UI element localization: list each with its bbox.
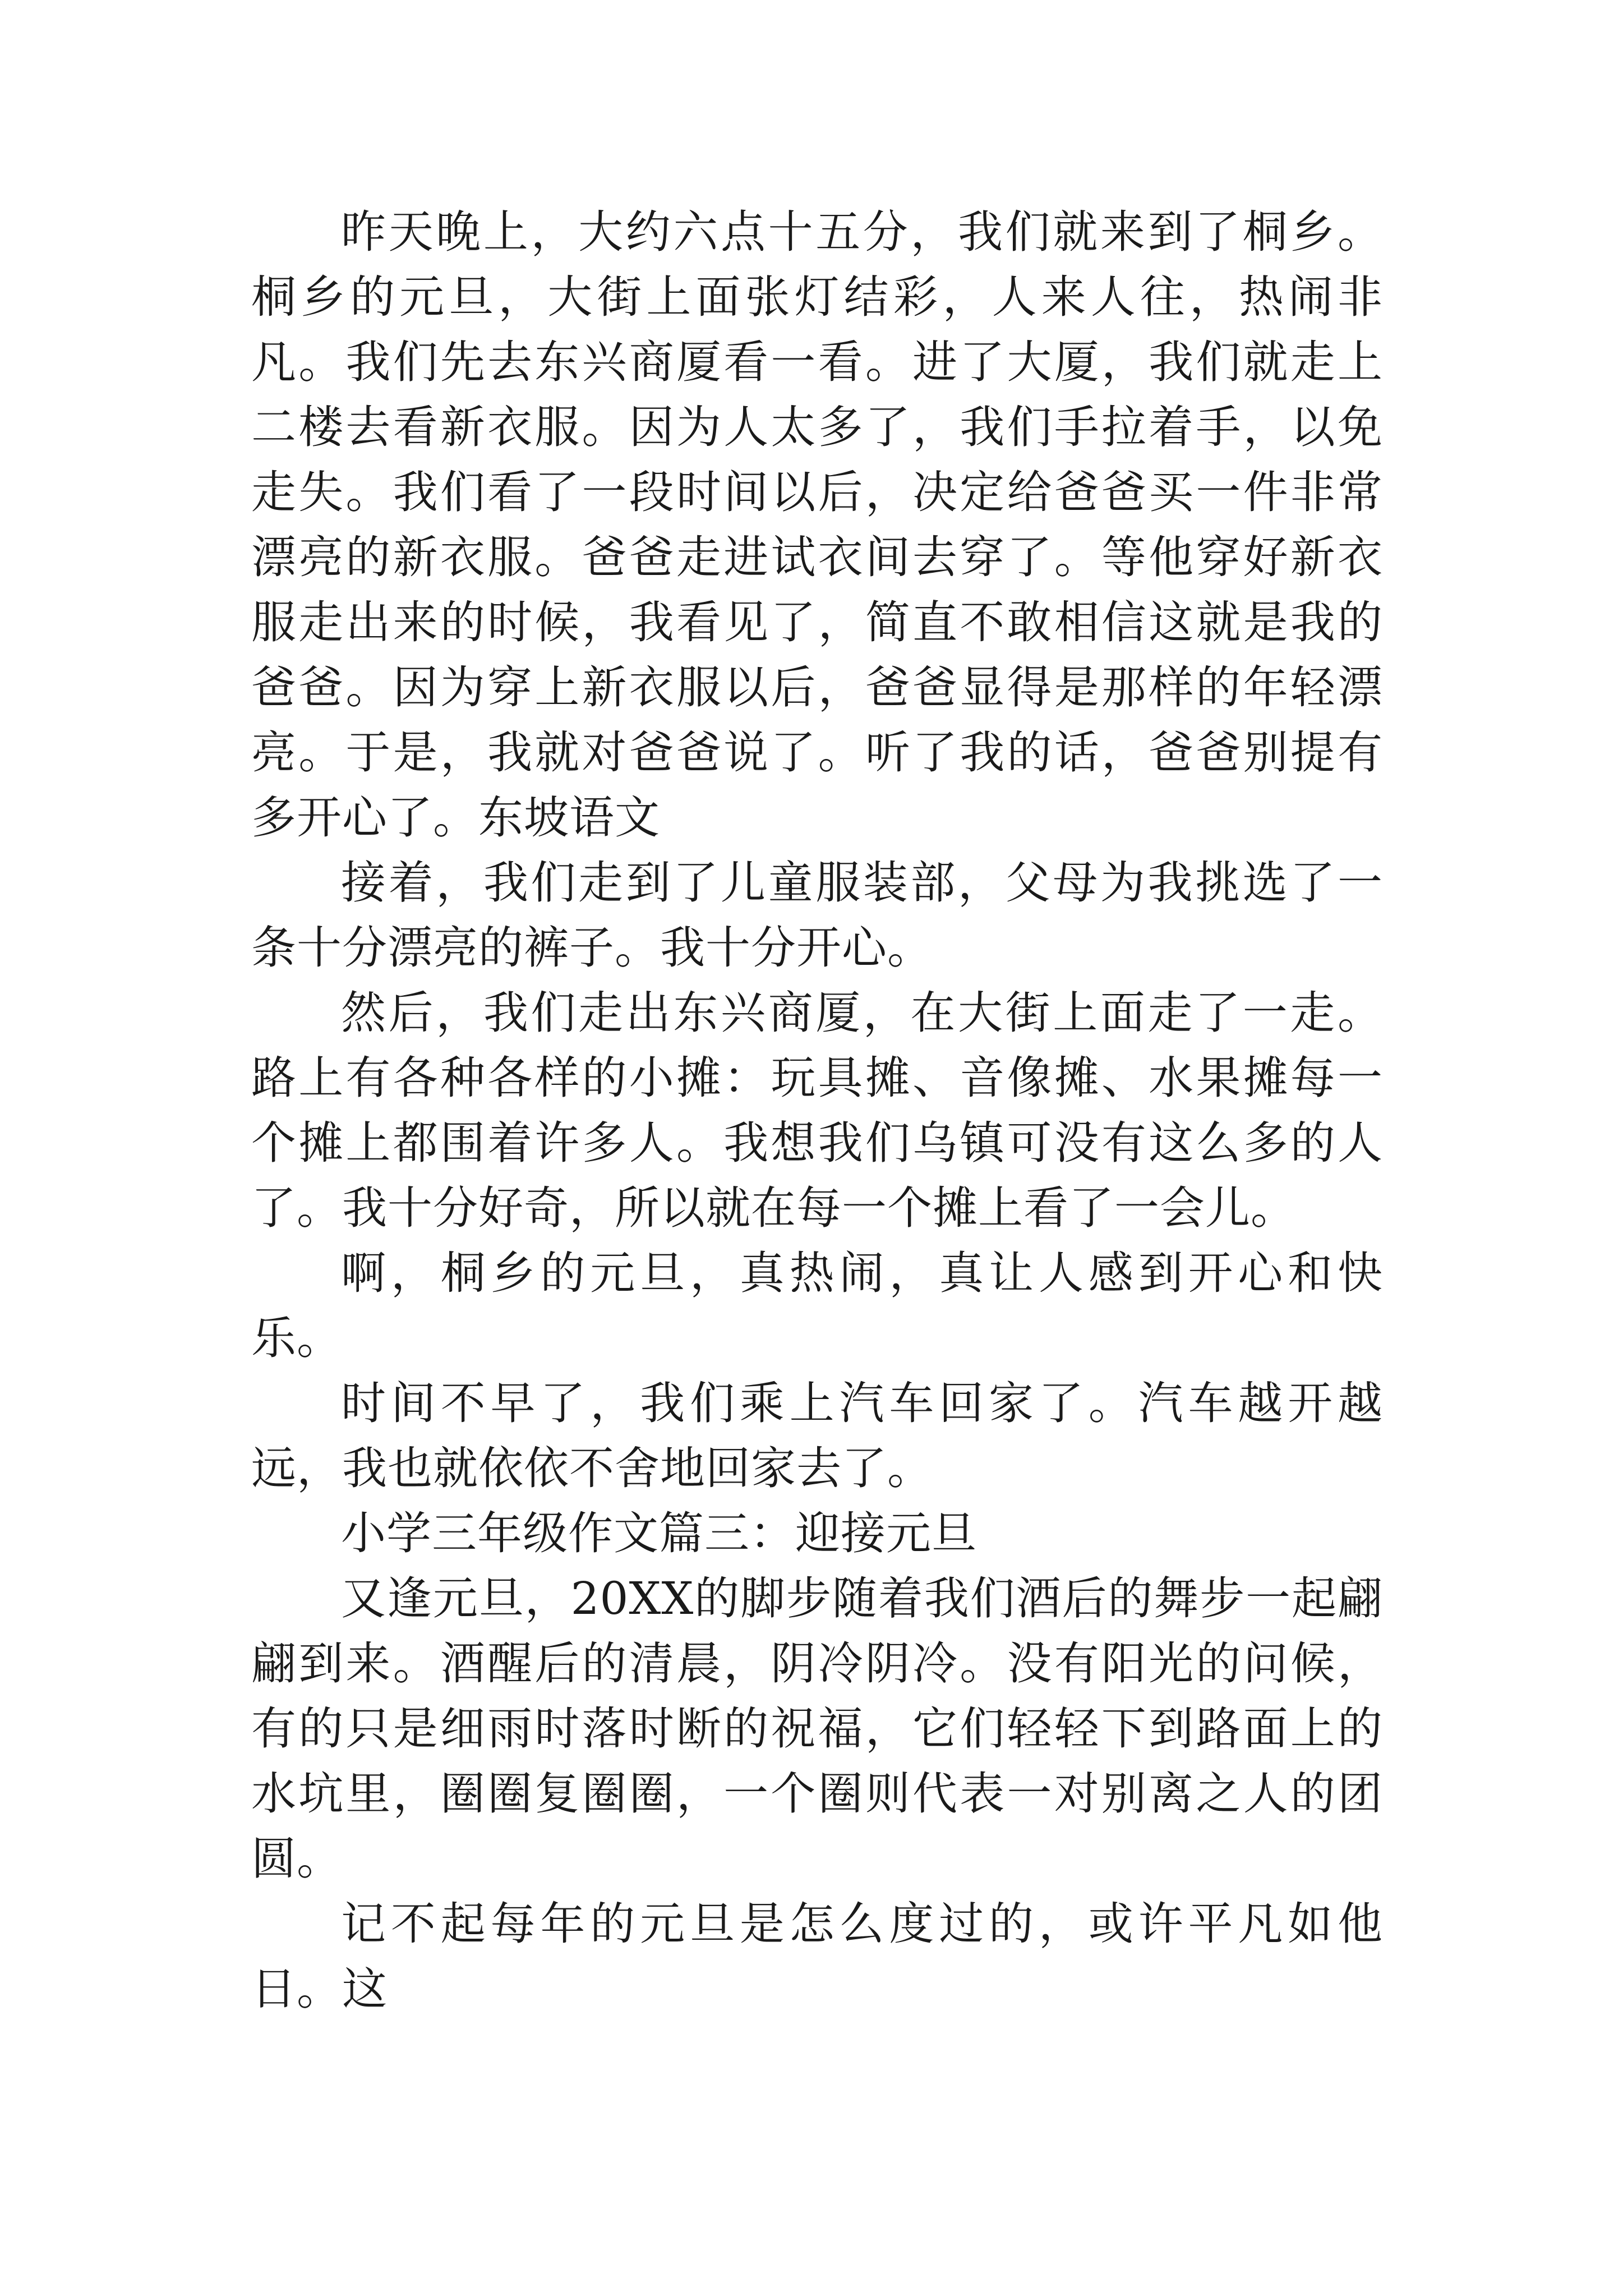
paragraph-new-year-arrives: 又逢元旦，20XX的脚步随着我们酒后的舞步一起翩翩到来。酒醒后的清晨，阴冷阴冷。没有阳光的问候，有的只是细雨时落时断的祝福，它们轻轻下到路面上的水坑里，圈圈复圈圈，一个圈则代表一对别离之人的团圆。 (251, 1572, 1383, 1885)
document-body (251, 200, 1383, 2022)
paragraph-street-stalls: 然后，我们走出东兴商厦，在大街上面走了一走。路上有各种各样的小摊：玩具摊、音像摊、水果摊每一个摊上都围着许多人。我想我们乌镇可没有这么多的人了。我十分好奇，所以就在每一个摊上看了一会儿。 (251, 987, 1383, 1234)
paragraph-arrival-tongxiang: 昨天晚上，大约六点十五分，我们就来到了桐乡。桐乡的元旦，大街上面张灯结彩，人来人往，热闹非凡。我们先去东兴商厦看一看。进了大厦，我们就走上二楼去看新衣服。因为人太多了，我们手拉着手，以免走失。我们看了一段时间以后，决定给爸爸买一件非常漂亮的新衣服。爸爸走进试衣间去穿了。等他穿好新衣服走出来的时候，我看见了，简直不敢相信这就是我的爸爸。因为穿上新衣服以后，爸爸显得是那样的年轻漂亮。于是，我就对爸爸说了。听了我的话，爸爸别提有多开心了。东坡语文 (251, 206, 1383, 844)
paragraph-childrens-clothing: 接着，我们走到了儿童服装部，父母为我挑选了一条十分漂亮的裤子。我十分开心。 (251, 857, 1383, 974)
section-heading-essay-three: 小学三年级作文篇三：迎接元旦 (341, 1507, 977, 1559)
paragraph-past-new-years: 记不起每年的元旦是怎么度过的，或许平凡如他日。这 (251, 1898, 1383, 2015)
paragraph-lively-new-year: 啊，桐乡的元旦，真热闹，真让人感到开心和快乐。 (251, 1247, 1383, 1364)
paragraph-going-home: 时间不早了，我们乘上汽车回家了。汽车越开越远，我也就依依不舍地回家去了。 (251, 1377, 1383, 1494)
